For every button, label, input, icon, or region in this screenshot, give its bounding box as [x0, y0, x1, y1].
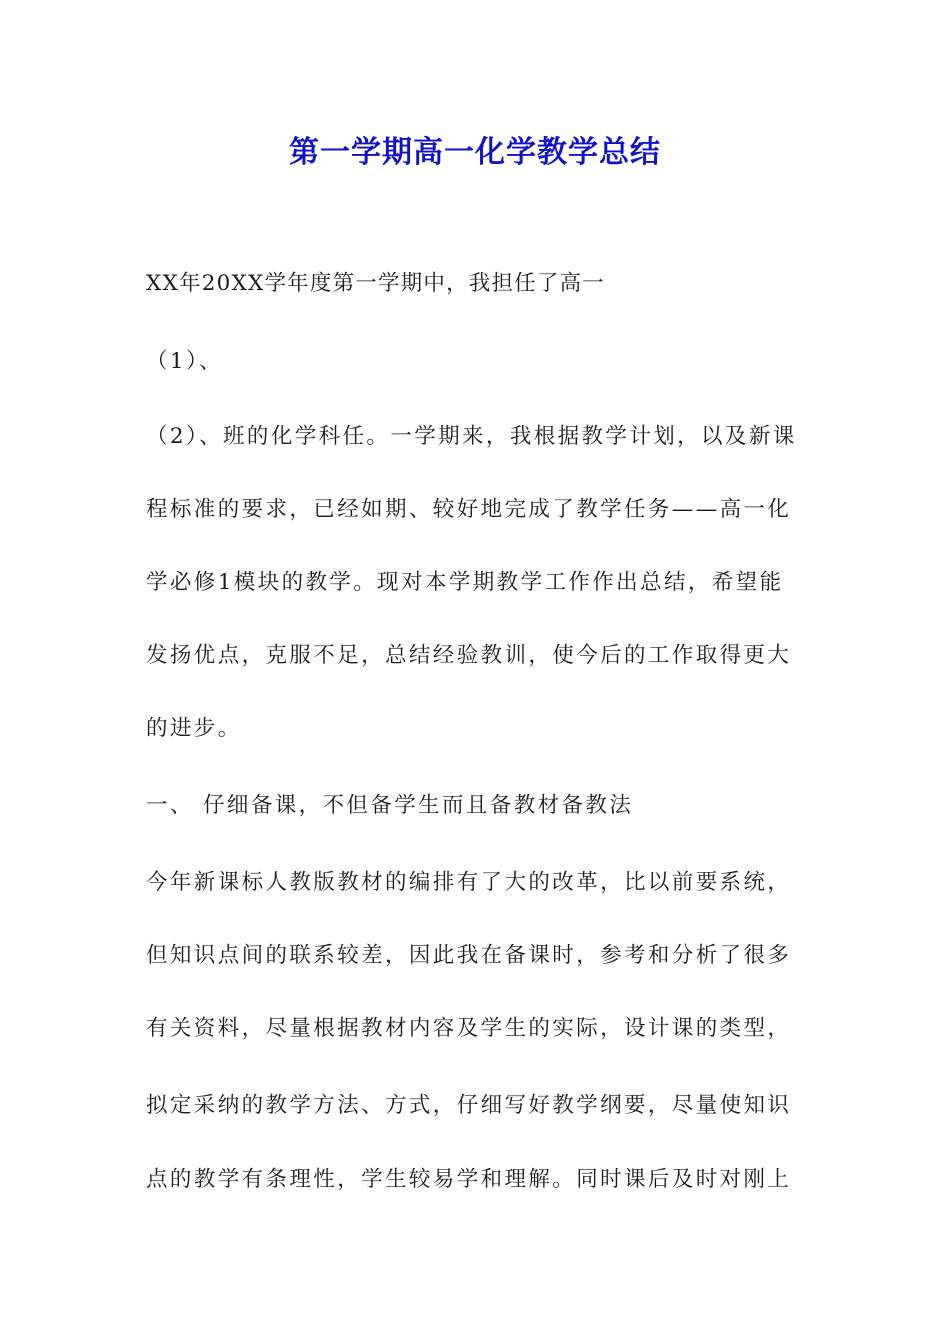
paragraph-line: 拟定采纳的教学方法、方式，仔细写好教学纲要，尽量使知识 [146, 1093, 792, 1118]
paragraph-line: 但知识点间的联系较差，因此我在备课时，参考和分析了很多 [146, 943, 792, 968]
paragraph-line: XX年20XX学年度第一学期中，我担任了高一 [146, 271, 605, 296]
paragraph-line: 的进步。 [146, 716, 242, 741]
paragraph-line: 今年新课标人教版教材的编排有了大的改革，比以前要系统， [146, 870, 792, 895]
paragraph-line: 点的教学有条理性，学生较易学和理解。同时课后及时对刚上 [146, 1167, 792, 1192]
paragraph-line: 发扬优点，克服不足，总结经验教训，使今后的工作取得更大 [146, 643, 792, 668]
section-heading: 一、 仔细备课，不但备学生而且备教材备教法 [146, 793, 634, 818]
paragraph-line: （2）、班的化学科任。一学期来，我根据教学计划，以及新课 [146, 424, 797, 449]
paragraph-line: （1）、 [146, 349, 224, 374]
document-title: 第一学期高一化学教学总结 [289, 135, 661, 170]
paragraph-line: 程标准的要求，已经如期、较好地完成了教学任务——高一化 [146, 497, 792, 522]
paragraph-line: 有关资料，尽量根据教材内容及学生的实际，设计课的类型， [146, 1016, 792, 1041]
paragraph-line: 学必修1模块的教学。现对本学期教学工作作出总结，希望能 [146, 570, 784, 595]
